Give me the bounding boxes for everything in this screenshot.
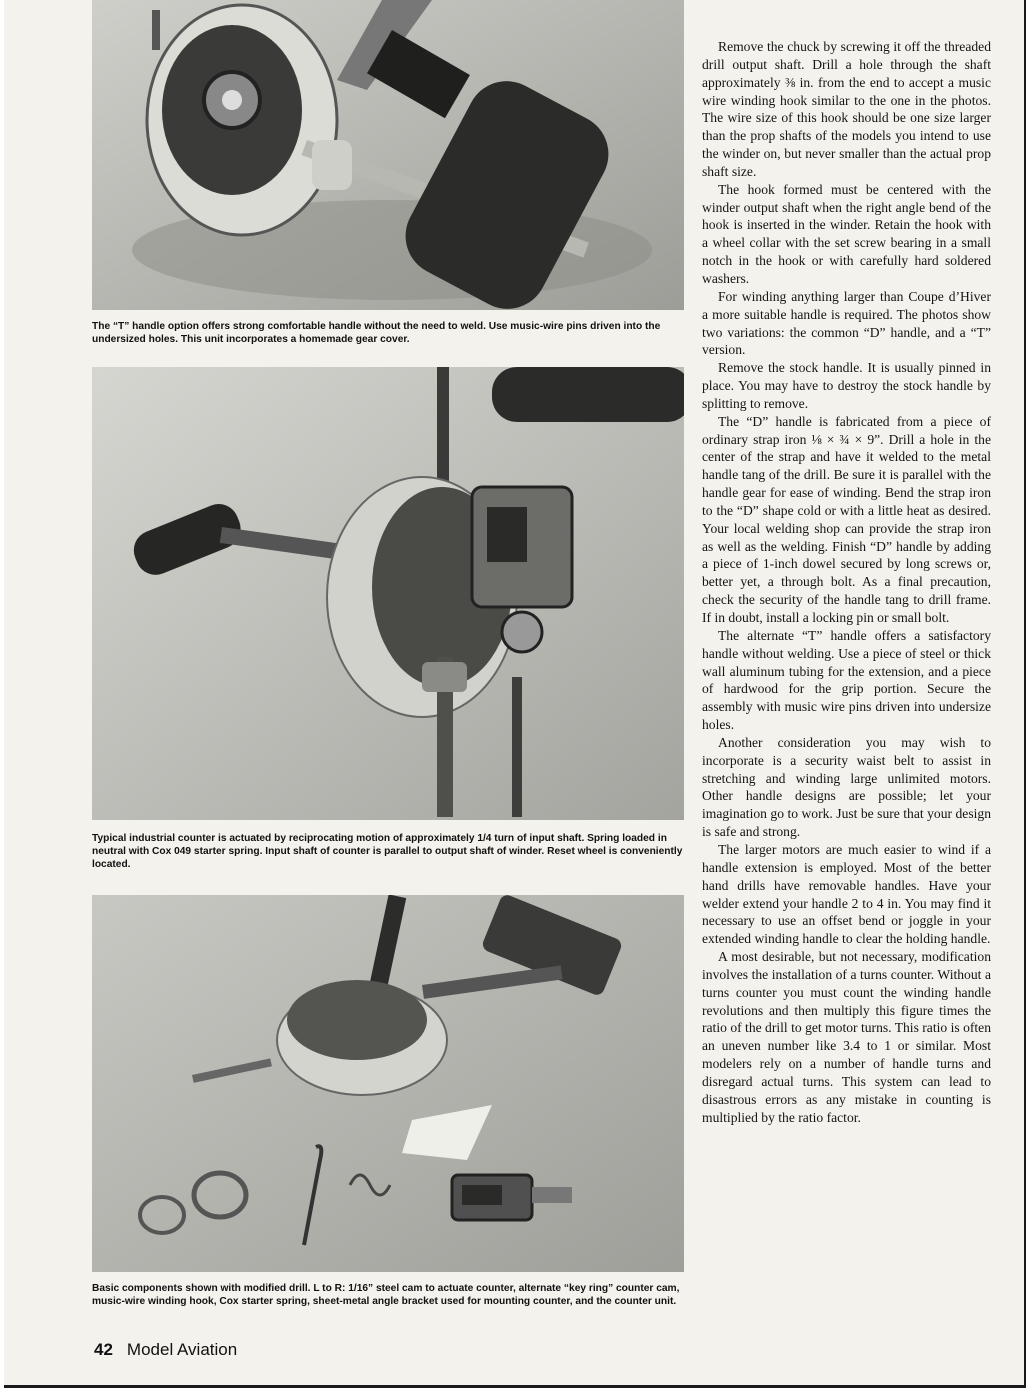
article-paragraph: Remove the stock handle. It is usually pinned in place. You may have to destroy the stock handle by splitting to remove.	[702, 360, 991, 411]
photo-t-handle-graphic	[92, 0, 684, 310]
article-paragraph: A most desirable, but not necessary, modification involves the installation of a turns counter. Without a turns counter you must count the winding handle revolutions and then multiply this figure times the ratio of the drill to get motor turns. This ratio is often an uneven number like 3.4 to 1 or similar. Most modelers rely on a number of handle turns and disregard actual turns. This system can lead to disastrous errors as any mistake in counting is multiplied by the ratio factor.	[702, 949, 991, 1125]
photo-industrial-counter	[92, 367, 684, 820]
article-paragraph: For winding anything larger than Coupe d’Hiver a more suitable handle is required. The photos show two variations: the common “D” handle, and a “T” version.	[702, 288, 991, 358]
photo-counter-graphic	[92, 367, 684, 820]
article-paragraph: The “D” handle is fabricated from a piece of ordinary strap iron ⅛ × ¾ × 9”. Drill a hole in the center of the strap and have it welded to the metal handle tang of the drill. Be sure it is parallel with the handle gear for ease of winding. Bend the strap iron to the “D” shape cold or with a little heat as desired. Your local welding shop can provide the strap iron as well as the welding. Finish “D” handle by adding a piece of 1-inch dowel secured by long screws or, better yet, a through bolt. As a final precaution, check the security of the handle tang to drill frame. If in doubt, install a locking pin or small bolt.	[702, 413, 991, 625]
article-paragraph: The larger motors are much easier to wind if a handle extension is employed. Most of the better hand drills have removable handles. Have your welder extend your handle 2 to 4 in. You may find it necessary to use an offset bend or joggle in your extended winding handle to clear the holding handle.	[702, 841, 991, 947]
article-paragraph: The hook formed must be centered with the winder output shaft when the right angle bend of the hook is inserted in the winder. Retain the hook with a wheel collar with the set screw bearing in a small notch in the hook or with carefully hard soldered washers.	[702, 181, 991, 286]
page-number: 42	[94, 1340, 113, 1359]
magazine-page	[4, 0, 1026, 1388]
caption-photo-1: The “T” handle option offers strong comfortable handle without the need to weld. Use music-wire pins driven into the undersized holes. This unit incorporates a homemade gear cover.	[92, 321, 661, 345]
page-footer	[94, 1340, 237, 1360]
article-paragraph: Remove the chuck by screwing it off the threaded drill output shaft. Drill a hole through the shaft approximately ⅜ in. from the end to accept a music wire winding hook similar to the one in the photos. The wire size of this hook should be one size larger than the prop shafts of the models you intend to use the winder on, but never smaller than the actual prop shaft size.	[702, 39, 991, 179]
photo-components-graphic	[92, 895, 684, 1272]
photo-basic-components	[92, 895, 684, 1272]
caption-photo-2: Typical industrial counter is actuated by reciprocating motion of approximately 1/4 turn of input shaft. Spring loaded in neutral with Cox 049 starter spring. Input shaft of counter is parallel to output shaft of winder. Reset wheel is conveniently located.	[92, 833, 683, 870]
publication-name: Model Aviation	[126, 1340, 238, 1359]
caption-photo-3: Basic components shown with modified drill. L to R: 1/16” steel cam to actuate counter, alternate “key ring” counter cam, music-wire winding hook, Cox starter spring, sheet-metal angle bracket used for mounting counter, and the counter unit.	[92, 1283, 680, 1307]
article-body-column	[702, 38, 991, 1126]
photo-t-handle-winder	[92, 0, 684, 310]
article-paragraph: The alternate “T” handle offers a satisfactory handle without welding. Use a piece of steel or thick wall aluminum tubing for the extension, and a piece of hardwood for the grip portion. Secure the assembly with music wire pins driven into undersize holes.	[702, 627, 991, 733]
article-paragraph: Another consideration you may wish to incorporate is a security waist belt to assist in stretching and winding large unlimited motors. Other handle designs are possible; let your imagination go to work. Just be sure that your design is safe and strong.	[702, 734, 991, 840]
